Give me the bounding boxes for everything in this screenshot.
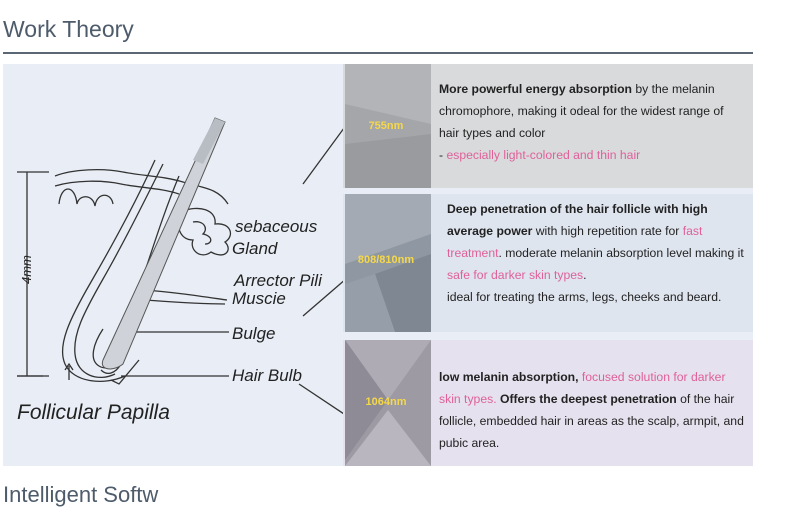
label-bulge: Bulge [232,324,276,343]
row-1064nm [343,340,753,466]
row-1064-bold: low melanin absorption, [439,370,579,384]
label-sebaceous: sebaceous [235,217,318,236]
label-follicular-papilla: Follicular Papilla [17,401,170,424]
row-1064-body: of the hair follicle, embedded hair in areas as the scalp, armpit, and pubic area. [439,392,744,450]
label-arrector-pili: Arrector Pili [234,271,322,290]
row-808-bold: Deep penetration of the hair follicle with high average power [447,202,708,238]
label-muscle: Muscie [232,289,286,308]
next-section-title: Intelligent Softw [3,482,159,507]
wavelength-label-1064: 1064nm [365,396,407,408]
row-1064-highlight: focused solution for darker skin types. [439,370,726,406]
wavelength-label-755: 755nm [368,120,404,132]
row-808-highlight-2: safe for darker skin types [447,268,584,282]
wavelength-label-808: 808/810nm [357,254,415,266]
row-755-bold: More powerful energy absorption [439,82,632,96]
row-808-body-2: . moderate melanin absorption level making it [498,246,744,260]
row-755-body: by the melanin chromophore, making it odeal for the widest range of hair types and color [439,82,724,140]
row-755-dash: - [439,148,447,162]
row-808-highlight-1: fast treatment [447,224,703,260]
row-1064-bold-2: Offers the deepest penetration [496,392,677,406]
label-hair-bulb: Hair Bulb [232,366,302,385]
row-808-body: with high repetition rate for [532,224,683,238]
row-755nm [343,64,753,188]
row-755-highlight: especially light-colored and thin hair [446,148,641,162]
row-808-text [447,198,745,308]
row-1064-text [439,366,745,454]
section-title: Work Theory [3,16,134,42]
row-808-body-3: ideal for treating the arms, legs, cheeks and beard. [447,290,722,304]
row-755-text [439,78,745,166]
row-808-period: . [583,268,587,282]
work-theory-panel [3,64,753,466]
row-808nm [343,194,753,332]
depth-label: 4mm [19,255,34,284]
title-divider [3,52,753,54]
label-gland: Gland [232,239,278,258]
